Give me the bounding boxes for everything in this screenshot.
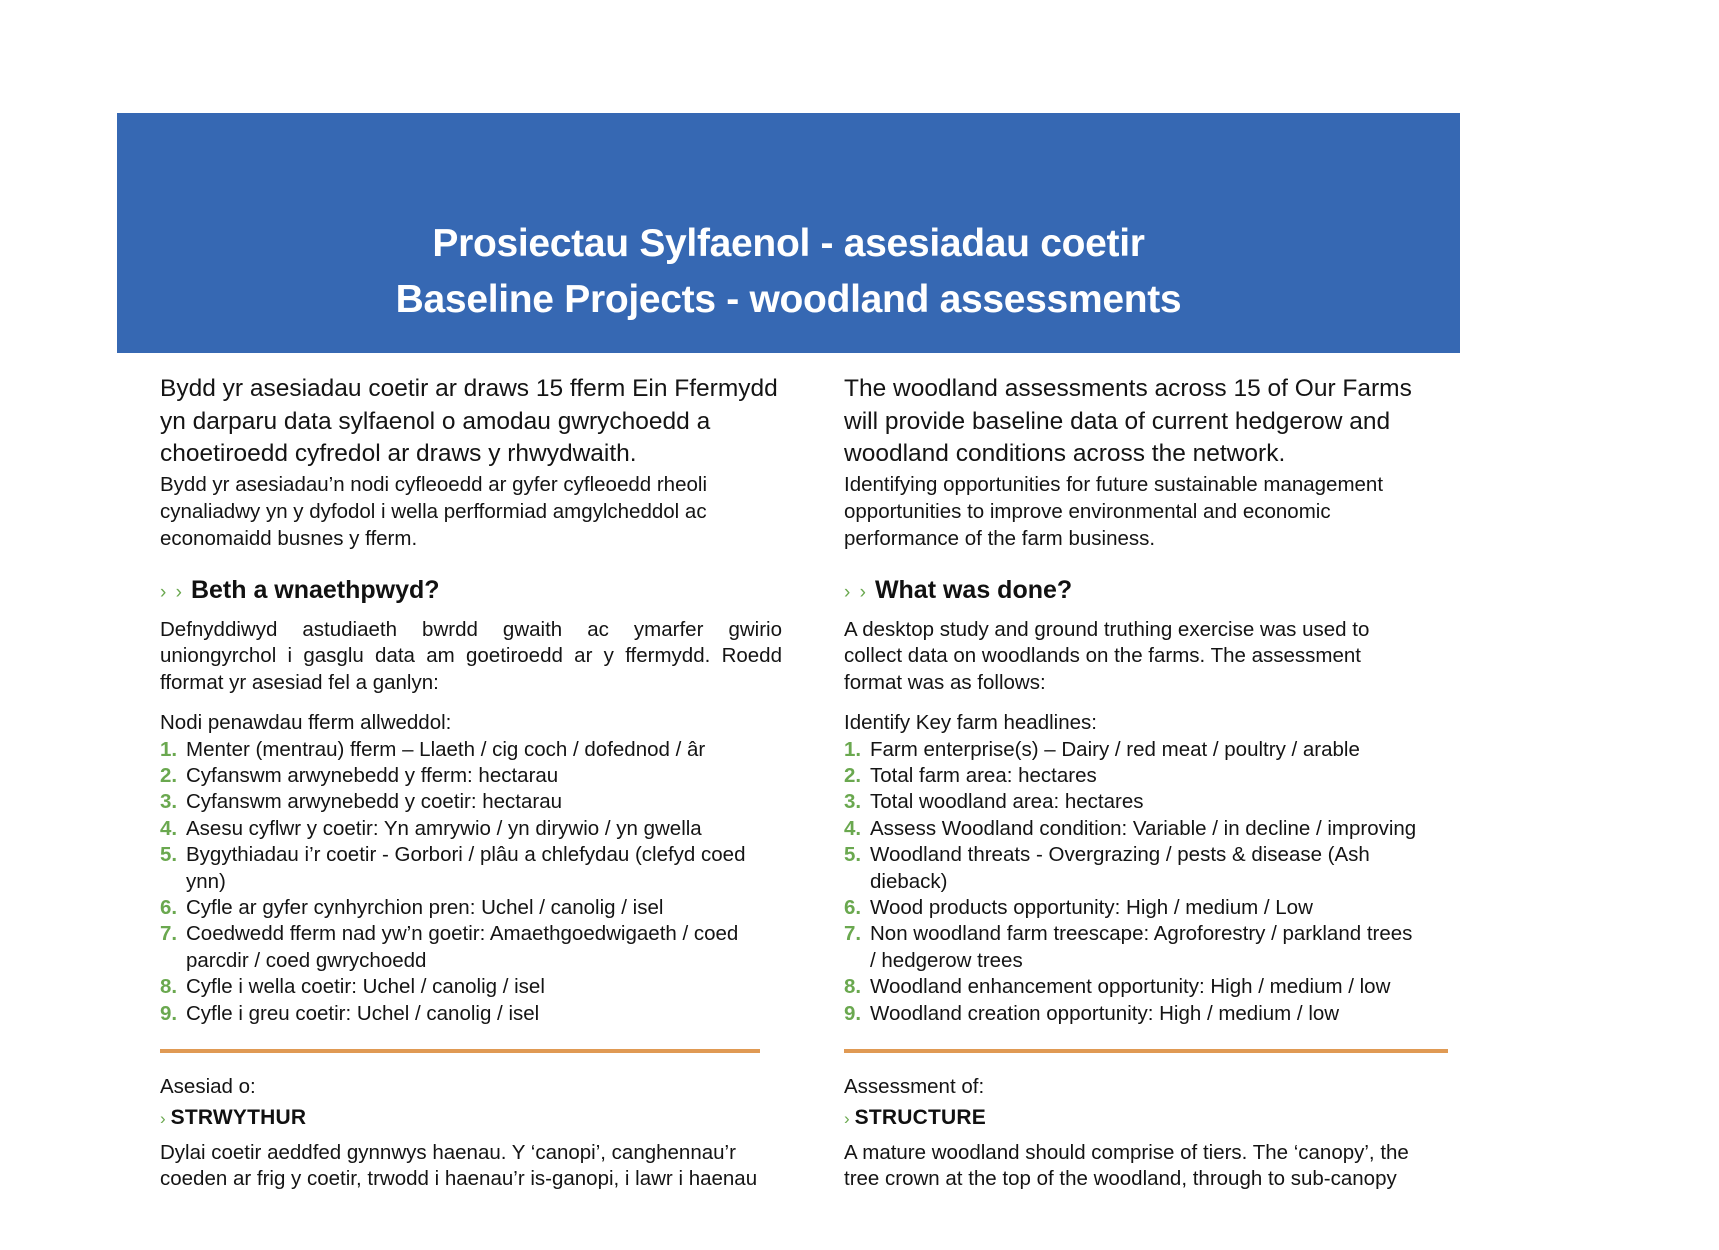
welsh-lede-paragraph: Bydd yr asesiadau coetir ar draws 15 fferm Ein Ffermydd yn darparu data sylfaenol o amodau gwrychoedd a choetiroedd cyfredol ar draws y rhwydwaith.	[160, 375, 778, 467]
list-item	[160, 921, 782, 974]
list-item-text: Cyfle ar gyfer cynhyrchion pren: Uchel / canolig / isel	[186, 895, 664, 919]
list-item-number: 8.	[160, 975, 178, 999]
english-intro-paragraph: A desktop study and ground truthing exercise was used to collect data on woodlands on the farms. The assessment format was as follows:	[844, 617, 1370, 694]
list-item-number: 7.	[844, 922, 862, 946]
list-item-number: 3.	[160, 790, 178, 814]
list-item-number: 5.	[844, 843, 862, 867]
list-item-number: 2.	[844, 763, 862, 787]
english-assessment-label: Assessment of:	[844, 1074, 985, 1098]
list-item	[844, 895, 1419, 921]
list-item-text: Bygythiadau i’r coetir - Gorbori / plâu a chlefydau (clefyd coed ynn)	[186, 843, 746, 893]
list-item	[160, 789, 782, 815]
list-item	[844, 737, 1419, 763]
list-item-number: 3.	[844, 790, 862, 814]
list-item	[844, 1001, 1419, 1027]
english-assessment-list	[844, 737, 1419, 1027]
welsh-structure-subheading-text: STRWYTHUR	[170, 1105, 307, 1129]
list-item	[844, 974, 1419, 1000]
welsh-intro-paragraph: Defnyddiwyd astudiaeth bwrdd gwaith ac ymarfer gwirio uniongyrchol i gasglu data am goetiroedd ar y ffermydd. Roedd fformat yr asesiad fel a ganlyn:	[160, 617, 782, 694]
section-divider-rule	[844, 1049, 1448, 1053]
list-item-text: Woodland threats - Overgrazing / pests & disease (Ash dieback)	[870, 843, 1370, 893]
chevron-double-right-icon: › ›	[844, 581, 868, 603]
list-item-number: 9.	[844, 1001, 862, 1025]
list-item-number: 6.	[160, 895, 178, 919]
list-item-text: Cyfanswm arwynebedd y coetir: hectarau	[186, 790, 563, 814]
list-item-text: Woodland enhancement opportunity: High / medium / low	[870, 975, 1391, 999]
list-item-text: Cyfle i wella coetir: Uchel / canolig / isel	[186, 975, 545, 999]
english-list-intro: Identify Key farm headlines:	[844, 711, 1097, 734]
list-item-number: 2.	[160, 763, 178, 787]
chevron-right-icon: ›	[160, 1108, 166, 1128]
list-item-number: 4.	[160, 816, 178, 840]
english-structure-subheading-text: STRUCTURE	[854, 1105, 986, 1129]
english-lede-paragraph: The woodland assessments across 15 of Our Farms will provide baseline data of current hedgerow and woodland conditions across the network.	[844, 375, 1412, 467]
list-item-number: 7.	[160, 922, 178, 946]
welsh-section-heading	[160, 576, 782, 605]
list-item-text: Total woodland area: hectares	[870, 790, 1144, 814]
english-structure-subheading	[844, 1106, 1419, 1130]
list-item-number: 9.	[160, 1001, 178, 1025]
list-item-number: 6.	[844, 895, 862, 919]
banner-title-english: Baseline Projects - woodland assessments	[395, 278, 1182, 321]
list-item-text: Farm enterprise(s) – Dairy / red meat / poultry / arable	[870, 737, 1360, 761]
list-item	[844, 842, 1419, 895]
list-item-number: 5.	[160, 843, 178, 867]
english-column	[800, 373, 1719, 1250]
list-item	[160, 974, 782, 1000]
list-item	[160, 763, 782, 789]
chevron-right-icon: ›	[844, 1108, 850, 1128]
list-item-text: Cyfle i greu coetir: Uchel / canolig / isel	[186, 1001, 540, 1025]
list-item-text: Wood products opportunity: High / medium / Low	[870, 895, 1313, 919]
list-item-number: 1.	[844, 737, 862, 761]
list-item	[160, 816, 782, 842]
chevron-double-right-icon: › ›	[160, 581, 184, 603]
english-lede-sub-paragraph: Identifying opportunities for future sustainable management opportunities to improve environmental and economic performance of the farm business.	[844, 472, 1384, 550]
list-item	[160, 1001, 782, 1027]
welsh-assessment-list	[160, 737, 782, 1027]
list-item-text: Woodland creation opportunity: High / medium / low	[870, 1001, 1340, 1025]
list-item-text: Cyfanswm arwynebedd y fferm: hectarau	[186, 763, 559, 787]
list-item	[844, 921, 1419, 974]
list-item-text: Asesu cyflwr y coetir: Yn amrywio / yn dirywio / yn gwella	[186, 816, 702, 840]
list-item	[844, 763, 1419, 789]
list-item-number: 8.	[844, 975, 862, 999]
list-item	[160, 842, 782, 895]
welsh-list-intro: Nodi penawdau fferm allweddol:	[160, 711, 452, 734]
list-item-text: Menter (mentrau) fferm – Llaeth / cig coch / dofednod / âr	[186, 737, 706, 761]
list-item	[160, 895, 782, 921]
list-item	[160, 737, 782, 763]
welsh-column	[0, 373, 800, 1250]
welsh-structure-paragraph: Dylai coetir aeddfed gynnwys haenau. Y ‘canopi’, canghennau’r coeden ar frig y coetir, trwodd i haenau’r is-ganopi, i lawr i haenau	[160, 1140, 758, 1191]
list-item-number: 4.	[844, 816, 862, 840]
english-structure-paragraph: A mature woodland should comprise of tiers. The ‘canopy’, the tree crown at the top of the woodland, through to sub-canopy	[844, 1140, 1409, 1191]
banner-title-welsh: Prosiectau Sylfaenol - asesiadau coetir	[432, 222, 1145, 265]
list-item-text: Assess Woodland condition: Variable / in decline / improving	[870, 816, 1417, 840]
welsh-lede-sub-paragraph: Bydd yr asesiadau’n nodi cyfleoedd ar gyfer cyfleoedd rheoli cynaliadwy yn y dyfodol i wella perfformiad amgylcheddol ac economaidd busnes y fferm.	[160, 472, 707, 550]
list-item-text: Non woodland farm treescape: Agroforestry / parkland trees / hedgerow trees	[870, 922, 1413, 972]
list-item-text: Total farm area: hectares	[870, 763, 1097, 787]
welsh-section-heading-text: Beth a wnaethpwyd?	[190, 575, 440, 604]
list-item-text: Coedwedd fferm nad yw’n goetir: Amaethgoedwigaeth / coed parcdir / coed gwrychoedd	[186, 922, 739, 972]
list-item	[844, 789, 1419, 815]
list-item-number: 1.	[160, 737, 178, 761]
english-section-heading	[844, 576, 1419, 605]
two-column-body	[0, 373, 1719, 1250]
section-divider-rule	[160, 1049, 760, 1053]
page-header-banner	[117, 113, 1460, 353]
welsh-structure-subheading	[160, 1106, 782, 1130]
welsh-assessment-label: Asesiad o:	[160, 1074, 256, 1098]
list-item	[844, 816, 1419, 842]
english-section-heading-text: What was done?	[874, 575, 1073, 604]
